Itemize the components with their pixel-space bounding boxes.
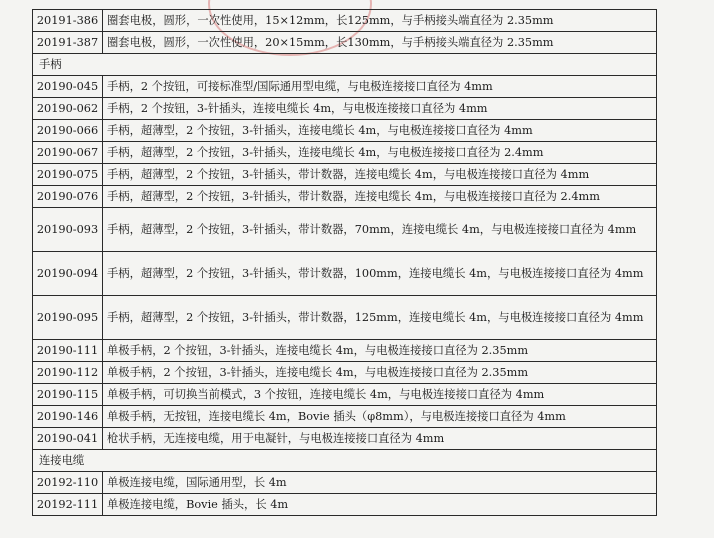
table-row: [33, 186, 657, 208]
product-code: 20190-075: [33, 164, 103, 186]
product-code: 20190-062: [33, 98, 103, 120]
product-description: 手柄，2 个按钮，可接标准型/国际通用型电缆，与电极连接接口直径为 4mm: [103, 76, 657, 98]
product-description: 圈套电极，圆形，一次性使用，15×12mm，长125mm，与手柄接头端直径为 2.35mm: [103, 10, 657, 32]
product-description: 手柄，超薄型，2 个按钮，3-针插头，带计数器，连接电缆长 4m，与电极连接接口直径为 2.4mm: [103, 186, 657, 208]
product-code: 20190-095: [33, 296, 103, 340]
product-code: 20190-093: [33, 208, 103, 252]
product-table: [32, 9, 657, 516]
product-description: 手柄，2 个按钮，3-针插头，连接电缆长 4m，与电极连接接口直径为 4mm: [103, 98, 657, 120]
table-row: [33, 164, 657, 186]
product-description: 单极手柄，2 个按钮，3-针插头，连接电缆长 4m，与电极连接接口直径为 2.35mm: [103, 340, 657, 362]
product-description: 手柄，超薄型，2 个按钮，3-针插头，连接电缆长 4m，与电极连接接口直径为 2.4mm: [103, 142, 657, 164]
product-code: 20190-111: [33, 340, 103, 362]
table-row: [33, 494, 657, 516]
section-header-row: [33, 450, 657, 472]
product-code: 20190-146: [33, 406, 103, 428]
product-description: 圈套电极，圆形，一次性使用，20×15mm，长130mm，与手柄接头端直径为 2.35mm: [103, 32, 657, 54]
product-code: 20190-076: [33, 186, 103, 208]
table-row: [33, 252, 657, 296]
product-code: 20192-111: [33, 494, 103, 516]
product-description: 手柄，超薄型，2 个按钮，3-针插头，连接电缆长 4m，与电极连接接口直径为 4mm: [103, 120, 657, 142]
product-description: 手柄，超薄型，2 个按钮，3-针插头，带计数器，125mm，连接电缆长 4m，与电极连接接口直径为 4mm: [103, 296, 657, 340]
product-code: 20191-386: [33, 10, 103, 32]
product-description: 单极手柄，2 个按钮，3-针插头，连接电缆长 4m，与电极连接接口直径为 2.35mm: [103, 362, 657, 384]
product-code: 20190-041: [33, 428, 103, 450]
product-description: 枪状手柄，无连接电缆，用于电凝针，与电极连接接口直径为 4mm: [103, 428, 657, 450]
table-row: [33, 120, 657, 142]
product-description: 手柄，超薄型，2 个按钮，3-针插头，带计数器，连接电缆长 4m，与电极连接接口直径为 4mm: [103, 164, 657, 186]
product-code: 20190-045: [33, 76, 103, 98]
product-description: 单极连接电缆，国际通用型，长 4m: [103, 472, 657, 494]
table-row: [33, 296, 657, 340]
table-row: [33, 208, 657, 252]
product-code: 20190-066: [33, 120, 103, 142]
product-code: 20190-115: [33, 384, 103, 406]
table-row: [33, 472, 657, 494]
product-code: 20190-067: [33, 142, 103, 164]
table-row: [33, 32, 657, 54]
product-description: 单极手柄，可切换当前模式，3 个按钮，连接电缆长 4m，与电极连接接口直径为 4mm: [103, 384, 657, 406]
table-row: [33, 362, 657, 384]
product-code: 20191-387: [33, 32, 103, 54]
product-description: 单极连接电缆，Bovie 插头，长 4m: [103, 494, 657, 516]
product-code: 20190-094: [33, 252, 103, 296]
table-row: [33, 142, 657, 164]
product-code: 20192-110: [33, 472, 103, 494]
section-label: 手柄: [33, 54, 657, 76]
product-description: 手柄，超薄型，2 个按钮，3-针插头，带计数器，100mm，连接电缆长 4m，与电极连接接口直径为 4mm: [103, 252, 657, 296]
table-row: [33, 384, 657, 406]
product-code: 20190-112: [33, 362, 103, 384]
table-row: [33, 406, 657, 428]
table-row: [33, 340, 657, 362]
section-header-row: [33, 54, 657, 76]
table-row: [33, 428, 657, 450]
product-description: 手柄，超薄型，2 个按钮，3-针插头，带计数器，70mm，连接电缆长 4m，与电极连接接口直径为 4mm: [103, 208, 657, 252]
table-row: [33, 98, 657, 120]
table-row: [33, 10, 657, 32]
section-label: 连接电缆: [33, 450, 657, 472]
product-description: 单极手柄，无按钮，连接电缆长 4m，Bovie 插头（φ8mm），与电极连接接口直径为 4mm: [103, 406, 657, 428]
table-row: [33, 76, 657, 98]
